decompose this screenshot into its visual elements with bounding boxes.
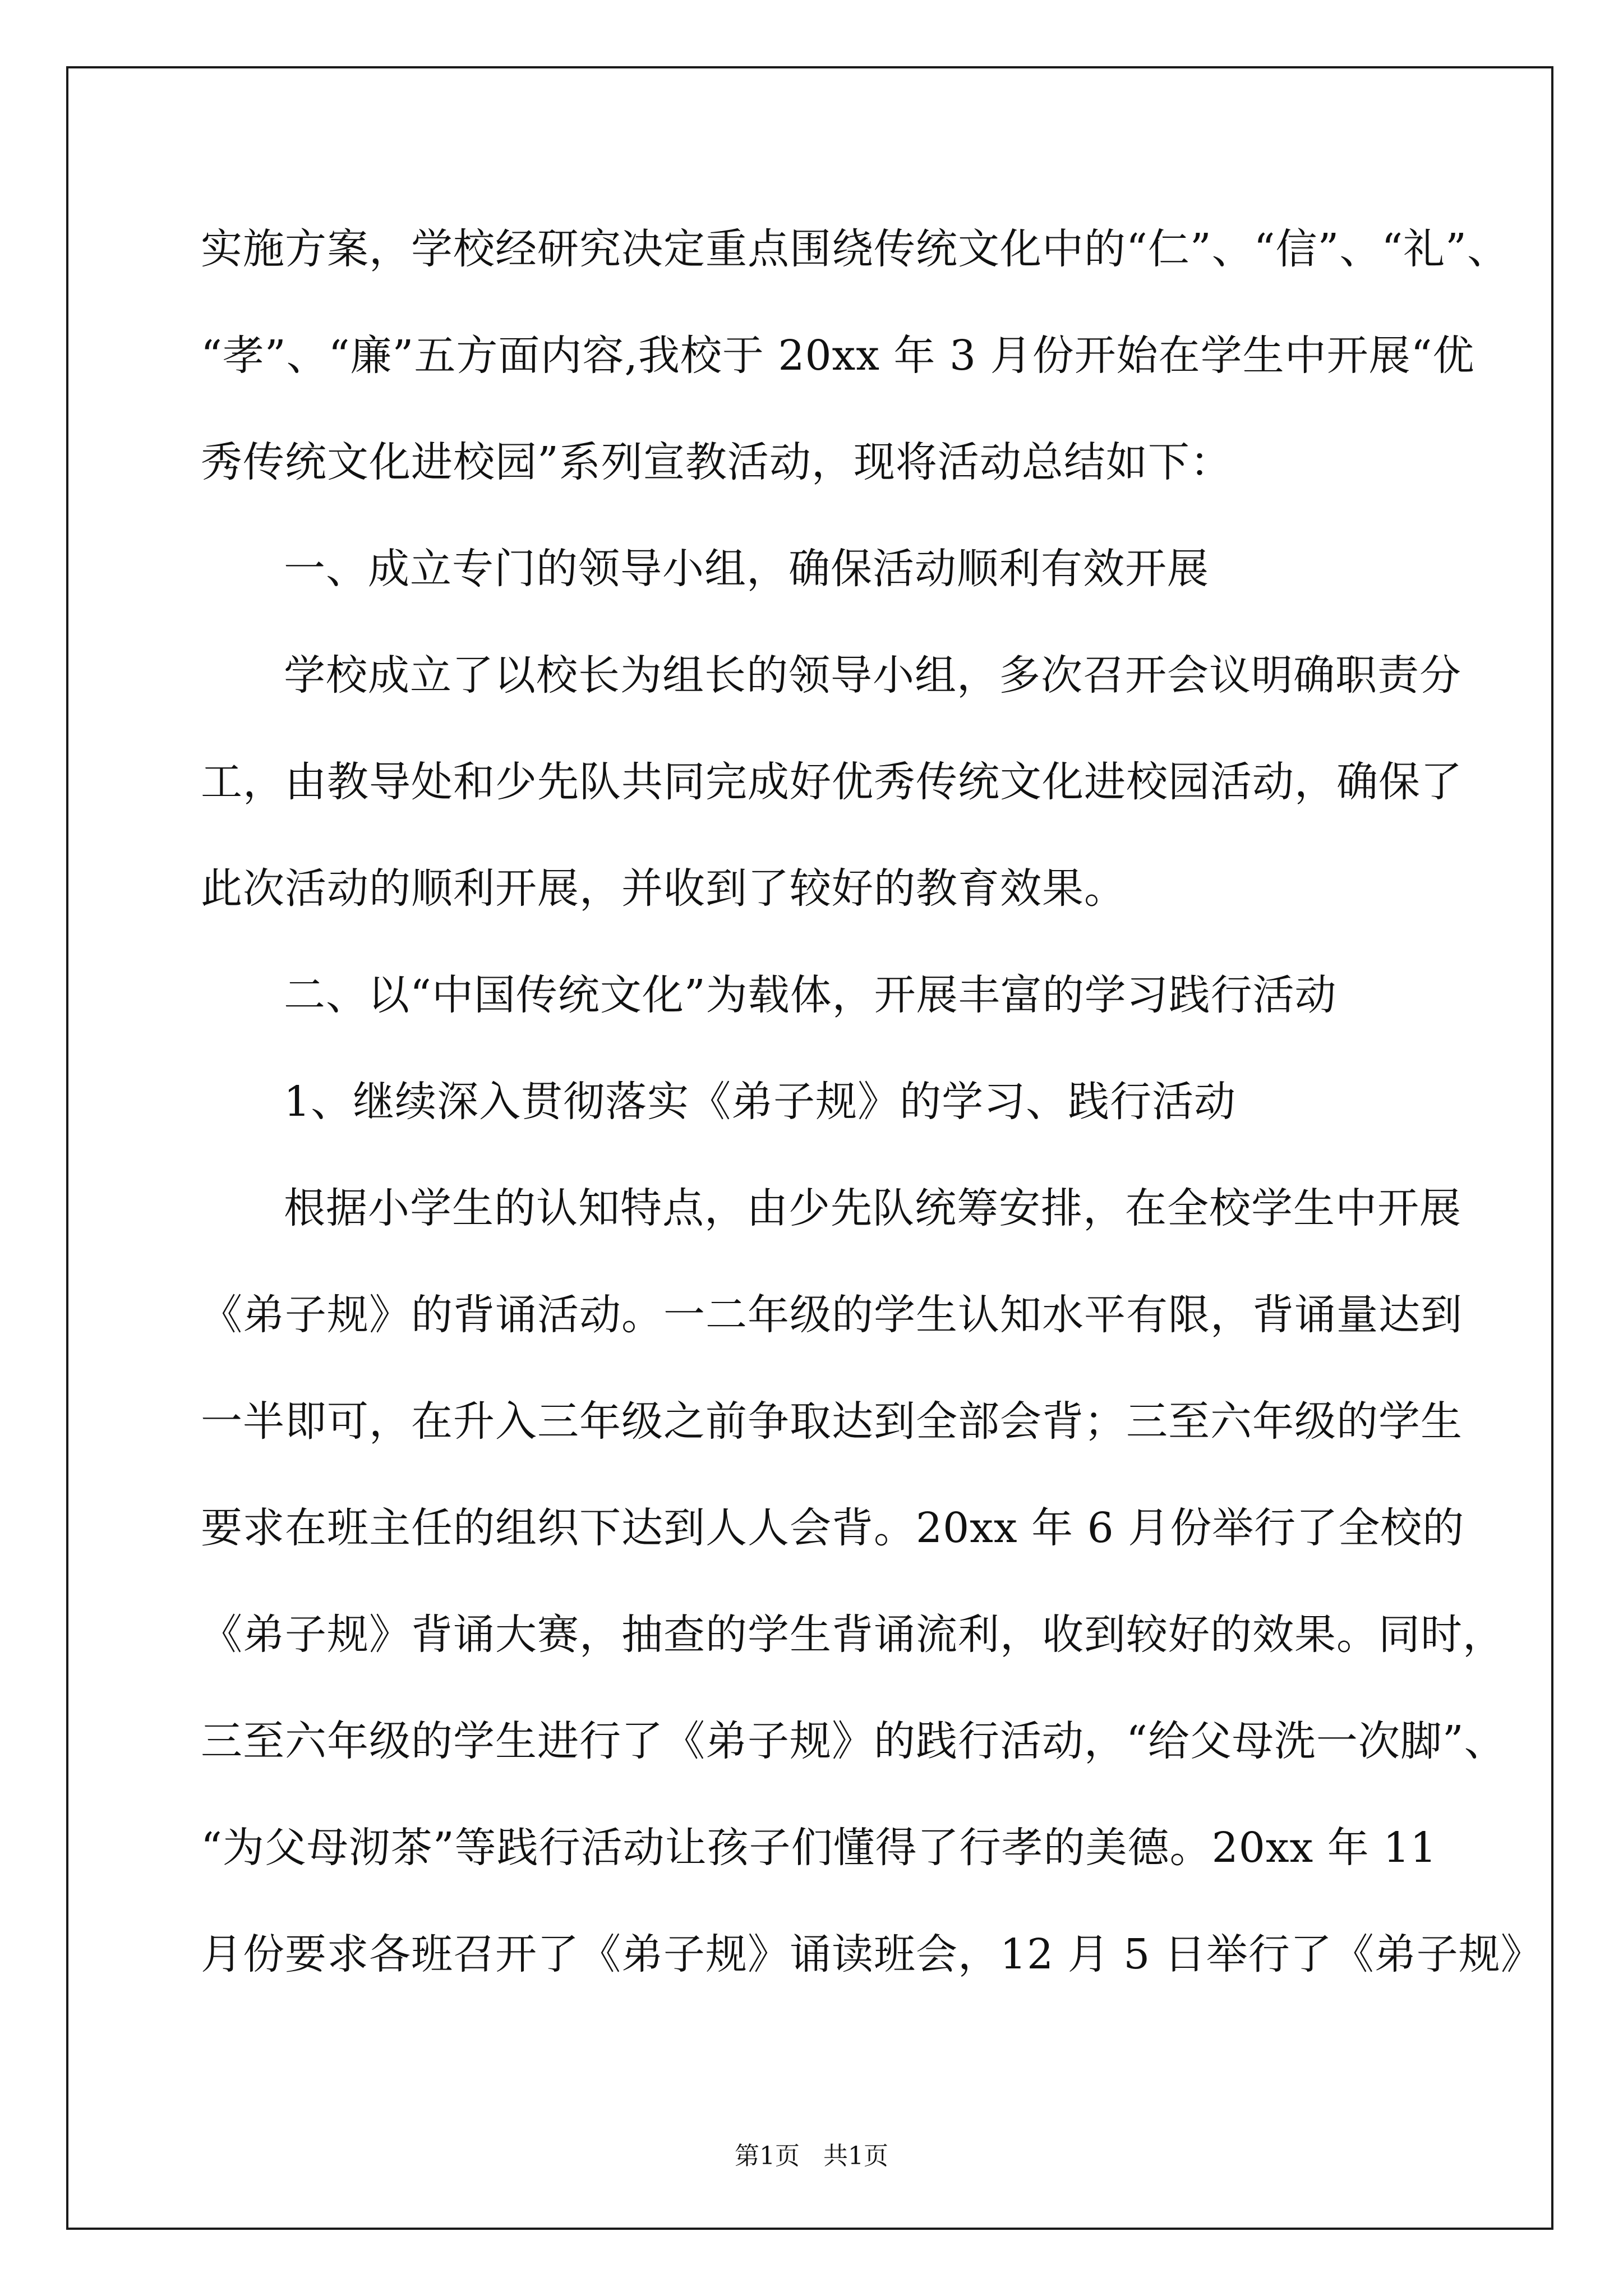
body-line: 《弟子规》背诵大赛，抽查的学生背诵流利，收到较好的效果。同时， bbox=[201, 1611, 1505, 1659]
page-number-footer: 第1页 共1页 bbox=[735, 2142, 888, 2170]
body-line: “为父母沏茶”等践行活动让孩子们懂得了行孝的美德。20xx 年 11 bbox=[201, 1824, 1437, 1872]
body-line: 学校成立了以校长为组长的领导小组，多次召开会议明确职责分 bbox=[284, 651, 1461, 700]
section-heading: 一、成立专门的领导小组，确保活动顺利有效开展 bbox=[284, 545, 1209, 593]
body-line: 根据小学生的认知特点，由少先队统筹安排，在全校学生中开展 bbox=[284, 1184, 1461, 1232]
body-line: “孝”、“廉”五方面内容,我校于 20xx 年 3 月份开始在学生中开展“优 bbox=[201, 332, 1475, 380]
page-border bbox=[66, 66, 1553, 2230]
section-heading: 二、以“中国传统文化”为载体，开展丰富的学习践行活动 bbox=[284, 971, 1337, 1019]
body-line: 此次活动的顺利开展，并收到了较好的教育效果。 bbox=[201, 864, 1126, 913]
body-line: 月份要求各班召开了《弟子规》诵读班会，12 月 5 日举行了《弟子规》 bbox=[201, 1930, 1543, 1978]
subsection-heading: 1、继续深入贯彻落实《弟子规》的学习、践行活动 bbox=[284, 1078, 1237, 1126]
body-line: 实施方案，学校经研究决定重点围绕传统文化中的“仁”、“信”、“礼”、 bbox=[201, 225, 1509, 273]
body-line: 三至六年级的学生进行了《弟子规》的践行活动，“给父母洗一次脚”、 bbox=[201, 1717, 1506, 1765]
body-line: 秀传统文化进校园”系列宣教活动，现将活动总结如下： bbox=[201, 438, 1232, 486]
body-line: 工，由教导处和少先队共同完成好优秀传统文化进校园活动，确保了 bbox=[201, 758, 1463, 806]
body-line: 《弟子规》的背诵活动。一二年级的学生认知水平有限，背诵量达到 bbox=[201, 1291, 1463, 1339]
body-line: 要求在班主任的组织下达到人人会背。20xx 年 6 月份举行了全校的 bbox=[201, 1504, 1465, 1552]
body-line: 一半即可，在升入三年级之前争取达到全部会背；三至六年级的学生 bbox=[201, 1397, 1463, 1446]
